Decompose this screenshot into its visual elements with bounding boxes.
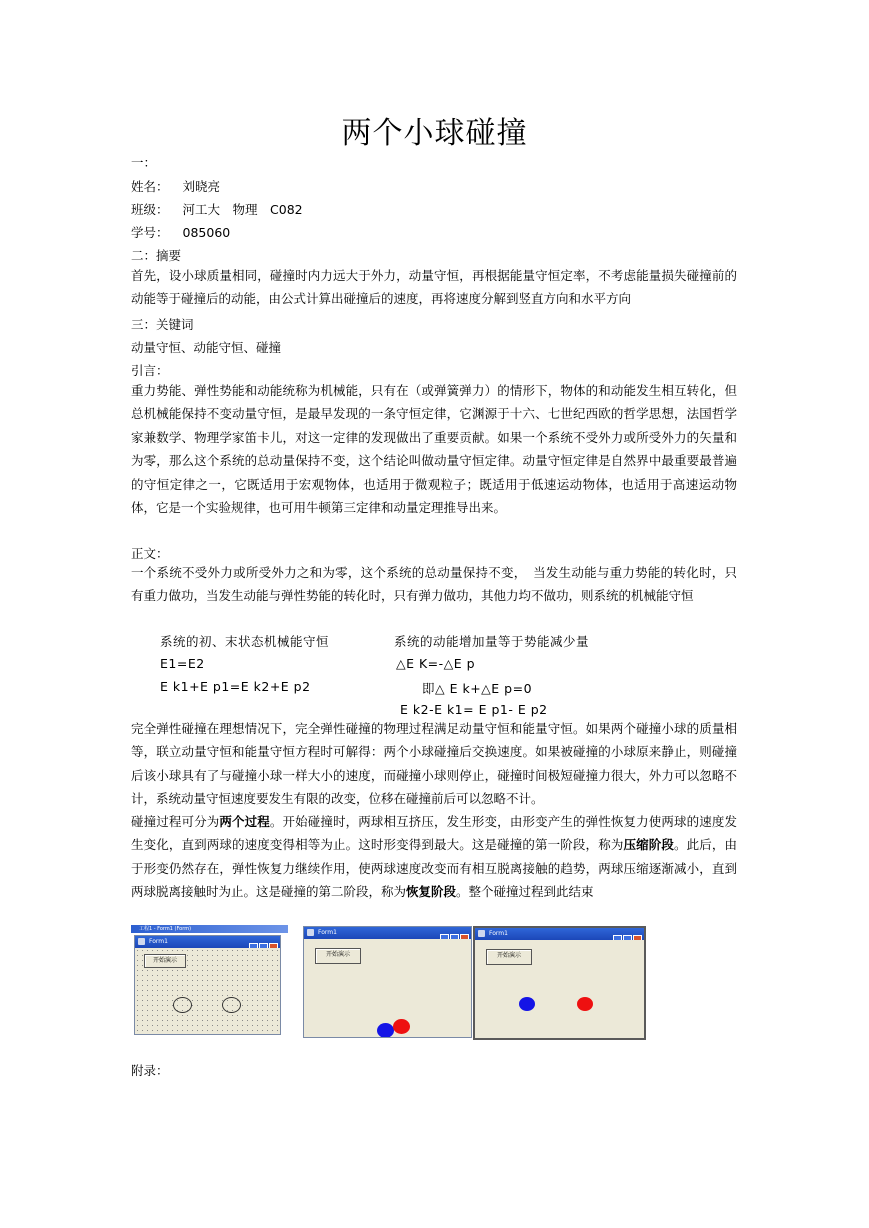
design-form-window xyxy=(134,935,281,1035)
formula-right-1: 系统的动能增加量等于势能减少量 xyxy=(394,634,590,649)
student-id-line xyxy=(131,225,230,241)
name-line xyxy=(131,179,220,195)
design-form-titlebar xyxy=(135,936,280,948)
process-text-3: 。此后，由于形变仍然存在，弹性恢复力继续作用，使两球速度改变而有相互脱离接触的趋势，两球压缩逐渐减小，直到两球脱离接触时为止。这是碰撞的第二阶段，称为 xyxy=(131,837,737,900)
design-form-grid xyxy=(135,948,280,1034)
keywords-heading: 三：关键词 xyxy=(131,317,194,332)
formula-left-2: E1=E2 xyxy=(160,656,205,671)
design-ball-left-shape xyxy=(173,997,192,1013)
abstract-heading: 二：摘要 xyxy=(131,248,182,263)
run2-client xyxy=(475,940,644,1038)
run-screenshot-collision xyxy=(303,926,472,1038)
section-one-heading: 一： xyxy=(131,155,157,170)
process-bold-two-stages: 两个过程 xyxy=(219,814,270,829)
formula-left-1: 系统的初、末状态机械能守恒 xyxy=(160,634,330,649)
document-title: 两个小球碰撞 xyxy=(341,116,528,151)
start-demo-button[interactable]: 开始演示 xyxy=(144,954,186,968)
design-form-title: Form1 xyxy=(149,938,168,945)
body-text-conservation: 一个系统不受外力或所受外力之和为零，这个系统的总动量保持不变， 当发生动能与重力势能的转化时，只有重力做功，当发生动能与弹性势能的转化时，只有弹力做功，其他力均不做功，则系统的机械能守恒 xyxy=(131,565,737,604)
keywords-text: 动量守恒、动能守恒、碰撞 xyxy=(131,340,282,355)
intro-heading: 引言： xyxy=(131,363,169,378)
start-demo-button[interactable]: 开始演示 xyxy=(486,949,532,965)
run1-titlebar xyxy=(304,927,471,939)
form-icon xyxy=(478,930,485,937)
formula-right-3: 即△ E k+△E p=0 xyxy=(422,681,533,696)
body-heading: 正文： xyxy=(131,546,169,561)
process-text-2: 。开始碰撞时，两球相互挤压，发生形变，由形变产生的弹性恢复力使两球的速度发生变化，直到两球的速度变得相等为止。这时形变得到最大。这是碰撞的第一阶段，称为 xyxy=(131,814,737,853)
form-icon xyxy=(138,938,145,945)
body-text-process xyxy=(131,810,737,904)
student-id-value: 085060 xyxy=(182,225,231,240)
class-value: 河工大 物理 C082 xyxy=(182,202,303,217)
body-text-elastic: 完全弹性碰撞在理想情况下，完全弹性碰撞的物理过程满足动量守恒和能量守恒。如果两个碰撞小球的质量相等，联立动量守恒和能量守恒方程时可解得：两个小球碰撞后交换速度。如果被碰撞的小球原来静止，则碰撞后该小球具有了与碰撞小球一样大小的速度，而碰撞小球则停止，碰撞时间极短碰撞力很大，外力可以忽略不计，系统动量守恒速度要发生有限的改变，位移在碰撞前后可以忽略不计。 xyxy=(131,721,737,807)
formula-right-4: E k2-E k1= E p1- E p2 xyxy=(400,702,548,717)
design-ball-right-shape xyxy=(222,997,241,1013)
abstract-text: 首先，设小球质量相同，碰撞时内力远大于外力，动量守恒，再根据能量守恒定率，不考虑能量损失碰撞前的动能等于碰撞后的动能，由公式计算出碰撞后的速度，再将速度分解到竖直方向和水平方向 xyxy=(131,268,737,307)
design-outer-title: 工程1 - Form1 (Form) xyxy=(139,926,192,932)
design-outer-titlebar xyxy=(131,925,288,933)
run2-titlebar xyxy=(475,928,644,940)
run1-client xyxy=(304,939,471,1037)
appendix-heading: 附录： xyxy=(131,1063,169,1078)
run2-title: Form1 xyxy=(489,930,508,937)
red-ball xyxy=(393,1019,410,1034)
student-id-label: 学号： xyxy=(131,225,169,240)
blue-ball xyxy=(377,1023,394,1038)
design-view-screenshot xyxy=(131,925,288,1037)
formula-right-2: △E K=-△E p xyxy=(396,656,476,671)
process-text-1: 碰撞过程可分为 xyxy=(131,814,220,829)
process-bold-compression: 压缩阶段 xyxy=(623,837,674,853)
process-text-4: 。整个碰撞过程到此结束 xyxy=(456,884,594,900)
form-icon xyxy=(307,929,314,936)
run-screenshot-separated xyxy=(473,926,646,1040)
start-demo-button[interactable]: 开始演示 xyxy=(315,948,361,964)
blue-ball xyxy=(519,997,535,1011)
red-ball xyxy=(577,997,593,1011)
process-bold-recovery: 恢复阶段 xyxy=(406,884,457,900)
run1-title: Form1 xyxy=(318,929,337,936)
formula-left-3: E k1+E p1=E k2+E p2 xyxy=(160,679,311,694)
intro-text: 重力势能、弹性势能和动能统称为机械能，只有在（或弹簧弹力）的情形下，物体的和动能发生相互转化，但总机械能保持不变动量守恒，是最早发现的一条守恒定律，它渊源于十六、七世纪西欧的哲学思想，法国哲学家兼数学、物理学家笛卡儿，对这一定律的发现做出了重要贡献。如果一个系统不受外力或所受外力的矢量和为零，那么这个系统的总动量保持不变，这个结论叫做动量守恒定律。动量守恒定律是自然界中最重要最普遍的守恒定律之一，它既适用于宏观物体，也适用于微观粒子；既适用于低速运动物体，也适用于高速运动物体，它是一个实验规律，也可用牛顿第三定律和动量定理推导出来。 xyxy=(131,383,737,516)
class-label: 班级： xyxy=(131,202,169,217)
class-line xyxy=(131,202,303,218)
name-label: 姓名： xyxy=(131,179,169,194)
name-value: 刘晓亮 xyxy=(182,179,221,194)
